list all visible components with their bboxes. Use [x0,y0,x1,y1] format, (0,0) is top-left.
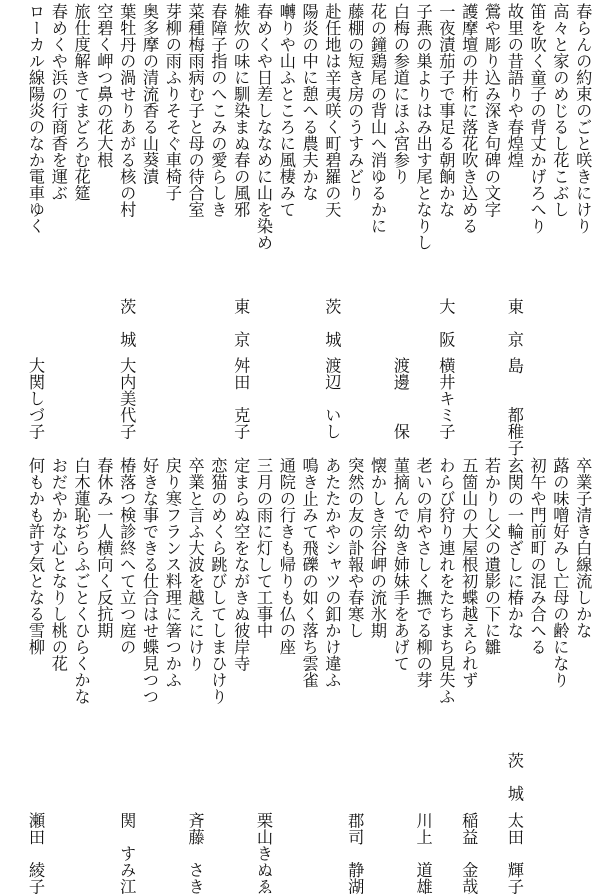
haiku-line: 春休み一人横向く反抗期 [94,457,114,639]
haiku-line: 春らんの約束のごと咲きにけり [573,3,593,234]
haiku-line: おだやかな心となりし桃の花 [48,457,68,672]
haiku-line: 蕗の味噌好みし亡母の齢になり [550,457,570,688]
author-name: 瀬田 綾子 [26,812,45,895]
haiku-line: 囀りや山ふところに風棲みて [276,3,296,218]
haiku-line: 故里の昔語りや春煌煌 [504,3,524,168]
author-prefecture: 茨 城 [322,298,342,348]
author-name: 太田 輝子 [504,812,524,895]
haiku-line: 菜種梅雨病む子と母の待合室 [185,3,205,218]
haiku-line: 高々と家のめじるし花こぶし [550,3,570,218]
haiku-line: 藤棚の短き房のうすみどり [345,3,365,201]
author-name: 関 すみ江 [117,812,137,895]
haiku-line: 護摩壇の井桁に落花吹き込める [459,3,479,234]
haiku-line: 三月の雨に灯して工事中 [254,457,273,639]
haiku-line: 笛を吹く童子の背丈かげろへり [527,3,547,234]
haiku-line: 旅仕度解きてまどろむ花筵 [71,3,91,201]
author-name: 島 都稚子 [504,357,524,456]
haiku-line: 白木蓮恥ぢらふごとくひらくかな [71,457,91,705]
haiku-line: 奥多摩の清流香る山葵漬 [140,3,159,185]
author-name: 稲益 金哉 [459,812,479,895]
haiku-line: 恋猫のめくら跳びしてしまひけり [208,457,228,705]
author-prefecture: 茨 城 [504,752,524,802]
haiku-line: 好きな事できる仕合はせ蝶見つつ [140,457,159,705]
author-name: 栗山きぬゑ [254,812,273,895]
haiku-line: 春めくや日差しななめに山を染め [254,3,273,251]
author-name: 郡司 静湖 [345,812,365,895]
haiku-line: 突然の友の訃報や春寒し [345,457,365,639]
haiku-line: 懐かしき宗谷岬の流氷期 [368,457,387,639]
haiku-line: 五箇山の大屋根初蝶越えられず [459,457,479,688]
author-prefecture: 大 阪 [436,298,456,348]
author-name: 渡邊 保 [390,357,410,440]
haiku-line: 雑炊の味に馴染まぬ春の風邪 [231,3,251,218]
haiku-line: 鶯や彫り込み深き句碑の文字 [482,3,501,218]
haiku-line: 通院の行きも帰りも仏の座 [276,457,296,655]
haiku-line: 春障子指のへこみの愛らしき [208,3,228,218]
haiku-line: 葉牡丹の渦せりあがる核の村 [117,3,137,218]
haiku-line: 玄関の一輪ざしに椿かな [504,457,524,639]
haiku-line: 白梅の参道にほふ宮参り [390,3,410,185]
haiku-line: 子燕の巣よりはみ出す尾となりし [413,3,433,251]
haiku-line: 椿落つ検診終へて立つ庭の [117,457,137,655]
haiku-line: わらび狩り連れをたちまち見失ふ [436,457,456,705]
author-name: 川上 道雄 [413,812,433,895]
haiku-line: 空碧く岬つ鼻の花大根 [94,3,114,168]
author-prefecture: 東 京 [504,298,524,348]
author-name: 斉藤 さき [185,812,205,895]
haiku-line: 卒業と言ふ大波を越えにけり [185,457,205,672]
haiku-line: 陽炎の中に憩へる農夫かな [299,3,319,201]
haiku-line: 鳴き止みて飛礫の如く落ち雲雀 [299,457,319,688]
haiku-line: 何もかも許す気となる雪柳 [26,457,45,655]
author-name: 舛田 克子 [231,357,251,440]
haiku-line: ローカル線陽炎のなか電車ゆく [26,3,45,234]
haiku-line: 春めくや浜の行商香を運ぶ [48,3,68,201]
haiku-line: 卒業子清き白線流しかな [573,457,593,639]
haiku-line: 赴任地は辛夷咲く町碧羅の天 [322,3,342,218]
author-name: 渡辺 いし [322,357,342,440]
haiku-line: 定まらぬ空をながきぬ彼岸寺 [231,457,251,672]
haiku-line: 花の鐘鶏尾の背山へ消ゆるかに [368,3,387,234]
haiku-line: 菫摘んで幼き姉妹手をあげて [390,457,410,672]
author-prefecture: 東 京 [231,298,251,348]
author-prefecture: 茨 城 [117,298,137,348]
haiku-line: あたたかやシャツの釦かけ違ふ [322,457,342,688]
haiku-line: 戻り寒フランス料理に箸つかふ [162,457,182,688]
haiku-line: 芽柳の雨ふりそそぐ車椅子 [162,3,182,201]
haiku-line: 初午や門前町の混み合へる [527,457,547,655]
haiku-line: 老いの肩やさしく撫でる柳の芽 [413,457,433,688]
haiku-line: 若かりし父の遺影の下に雛 [482,457,501,655]
author-name: 大内美代子 [117,357,137,440]
haiku-line: 一夜漬茄子で事足る朝餉かな [436,3,456,218]
author-name: 大関しづ子 [26,357,45,440]
author-name: 横井キミ子 [436,357,456,440]
